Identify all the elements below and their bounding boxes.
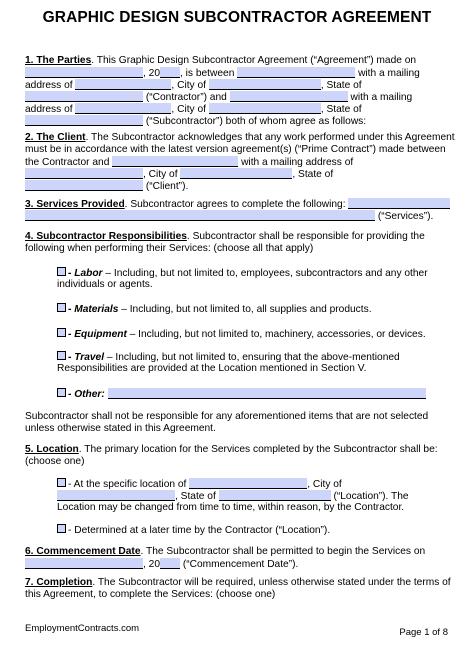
client-line-2: must be in accordance with the latest version agreement(s) (“Prime Contract”) made between [25, 144, 446, 155]
other-option [57, 388, 426, 401]
specific-location-line-3: Location may be changed from time to time, within reason, by the Contractor. [57, 502, 405, 513]
location-heading: 5. Location [25, 444, 79, 455]
services-line-2: (“Services”). [25, 210, 433, 223]
responsibilities-note-2: unless otherwise stated in this Agreement. [25, 423, 216, 434]
parties-line-5: address of , City of , State of [25, 104, 362, 115]
travel-label: - Travel [68, 352, 105, 363]
location-city-field[interactable] [57, 490, 175, 501]
agreement-year-field[interactable] [160, 67, 180, 78]
other-label: - Other: [68, 389, 105, 400]
subcontractor-state-field[interactable] [25, 115, 143, 126]
responsibilities-line-2: following when performing their Services: (choose all that apply) [25, 243, 314, 254]
parties-line-1: 1. The Parties. This Graphic Design Subcontractor Agreement (“Agreement”) made on [25, 55, 417, 66]
document-title: GRAPHIC DESIGN SUBCONTRACTOR AGREEMENT [42, 9, 432, 26]
equipment-label: - Equipment [68, 329, 127, 340]
labor-checkbox[interactable] [57, 267, 66, 276]
client-line-5: (“Client”). [25, 180, 188, 193]
services-field-2[interactable] [25, 210, 375, 221]
parties-line-6: (“Subcontractor”) both of whom agree as follows: [25, 115, 366, 128]
specific-location-checkbox[interactable] [57, 478, 66, 487]
later-location-option: - Determined at a later time by the Contractor (“Location”). [57, 524, 330, 537]
subcontractor-name-field[interactable] [230, 91, 348, 102]
client-line-1: 2. The Client. The Subcontractor acknowledges that any work performed under this Agreement [25, 132, 455, 143]
other-checkbox[interactable] [57, 388, 66, 397]
parties-line-2: , 20 , is between with a mailing [25, 67, 420, 80]
footer-page-number: Page 1 of 8 [399, 627, 448, 638]
location-state-field[interactable] [219, 490, 331, 501]
subcontractor-city-field[interactable] [209, 103, 321, 114]
completion-line-1: 7. Completion. The Subcontractor will be required, unless otherwise stated under the terms of [25, 577, 451, 588]
materials-option: - Materials – Including, but not limited to, all supplies and products. [57, 303, 372, 316]
subcontractor-address-field[interactable] [75, 103, 171, 114]
materials-checkbox[interactable] [57, 303, 66, 312]
other-field[interactable] [108, 388, 426, 399]
parties-line-4: (“Contractor”) and with a mailing [25, 91, 412, 104]
responsibilities-heading: 4. Subcontractor Responsibilities [25, 231, 187, 242]
contractor-address-field[interactable] [75, 79, 171, 90]
location-address-field[interactable] [189, 478, 307, 489]
parties-line-3: address of , City of , State of [25, 80, 362, 91]
commencement-line-1: 6. Commencement Date. The Subcontractor shall be permitted to begin the Services on [25, 546, 426, 557]
travel-option: - Travel – Including, but not limited to, ensuring that the above-mentioned [57, 351, 400, 364]
client-heading: 2. The Client [25, 132, 86, 143]
contractor-city-field[interactable] [209, 79, 321, 90]
later-location-checkbox[interactable] [57, 524, 66, 533]
client-state-field[interactable] [25, 180, 143, 191]
equipment-option: - Equipment – Including, but not limited to, machinery, accessories, or devices. [57, 328, 426, 341]
client-name-field[interactable] [112, 156, 238, 167]
commencement-heading: 6. Commencement Date [25, 546, 141, 557]
labor-option: - Labor – Including, but not limited to, employees, subcontractors and any other [57, 267, 428, 280]
specific-location-option: - At the specific location of , City of [57, 478, 342, 491]
labor-label: - Labor [68, 268, 103, 279]
materials-label: - Materials [68, 304, 119, 315]
footer-site: EmploymentContracts.com [25, 623, 140, 634]
location-line-2: (choose one) [25, 456, 85, 467]
parties-heading: 1. The Parties [25, 55, 92, 66]
contractor-state-field[interactable] [25, 91, 143, 102]
services-heading: 3. Services Provided [25, 199, 125, 210]
completion-heading: 7. Completion [25, 577, 93, 588]
equipment-checkbox[interactable] [57, 328, 66, 337]
completion-line-2: this Agreement, to complete the Services: (choose one) [25, 589, 276, 600]
client-address-field[interactable] [25, 168, 143, 179]
specific-location-line-2: , State of (“Location”). The [57, 490, 409, 503]
commencement-date-field[interactable] [25, 558, 143, 569]
travel-option-line-2: Responsibilities are provided at the Location mentioned in Section V. [57, 363, 367, 374]
contractor-name-field[interactable] [237, 67, 355, 78]
commencement-year-field[interactable] [160, 558, 180, 569]
responsibilities-note-1: Subcontractor shall not be responsible for any aforementioned items that are not selected [25, 411, 429, 422]
agreement-date-field[interactable] [25, 67, 143, 78]
location-line-1: 5. Location. The primary location for the Services completed by the Subcontractor shall be: [25, 444, 438, 455]
labor-option-line-2: individuals or agents. [57, 279, 153, 290]
services-line-1: 3. Services Provided. Subcontractor agrees to complete the following: [25, 198, 450, 211]
services-field-1[interactable] [348, 198, 450, 209]
commencement-line-2: , 20 (“Commencement Date”). [25, 558, 298, 571]
responsibilities-line-1: 4. Subcontractor Responsibilities. Subcontractor shall be responsible for providing the [25, 231, 425, 242]
client-line-3: the Contractor and with a mailing address of [25, 157, 354, 168]
client-city-field[interactable] [180, 168, 292, 179]
client-line-4: , City of , State of [25, 168, 333, 181]
travel-checkbox[interactable] [57, 351, 66, 360]
